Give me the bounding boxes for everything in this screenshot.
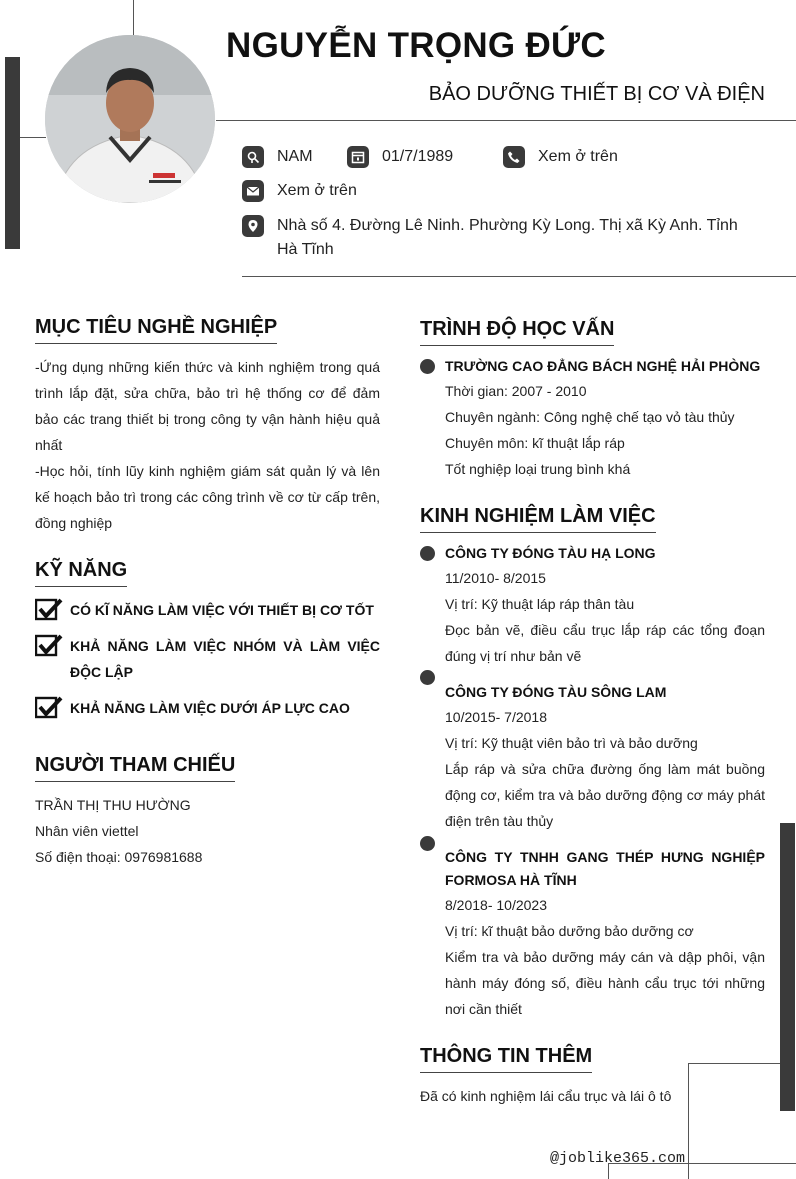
education-major: Chuyên ngành: Công nghệ chế tạo vỏ tàu thủy xyxy=(445,409,735,425)
education-grade: Tốt nghiệp loại trung bình khá xyxy=(445,461,631,477)
reference-position: Nhân viên viettel xyxy=(35,823,139,839)
gender-row xyxy=(242,146,313,168)
header-divider xyxy=(216,120,796,121)
footer-frame-left xyxy=(688,1063,689,1179)
address-row xyxy=(242,214,762,262)
phone-value: Xem ở trên xyxy=(538,148,618,165)
experience-entry xyxy=(445,681,765,834)
objective-title: MỤC TIÊU NGHỀ NGHIỆP xyxy=(35,316,277,344)
phone-row xyxy=(503,146,618,168)
experience-position: Vị trí: kĩ thuật bảo dưỡng bảo dưỡng cơ xyxy=(445,923,694,939)
email-value: Xem ở trên xyxy=(277,182,357,199)
info-divider xyxy=(242,276,796,277)
school-name: TRƯỜNG CAO ĐẲNG BÁCH NGHỆ HẢI PHÒNG xyxy=(445,358,761,374)
reference-name: TRẦN THỊ THU HƯỜNG xyxy=(35,797,191,813)
education-time: Thời gian: 2007 - 2010 xyxy=(445,383,587,399)
profile-photo xyxy=(45,35,215,203)
left-accent-bar xyxy=(5,57,20,249)
email-icon xyxy=(242,180,264,202)
gender-icon xyxy=(242,146,264,168)
checkbox-checked-icon xyxy=(35,633,63,657)
address-value: Nhà số 4. Đường Lê Ninh. Phường Kỳ Long. Thị xã Kỳ Anh. Tỉnh Hà Tĩnh xyxy=(277,217,738,258)
email-row xyxy=(242,180,357,202)
experience-description: Kiểm tra và bảo dưỡng máy cán và dập phôi, vận hành máy đóng số, điều hành cẩu trục tới những nơi cần thiết xyxy=(445,949,765,1017)
skill-label: KHẢ NĂNG LÀM VIỆC DƯỚI ÁP LỰC CAO xyxy=(70,700,350,716)
checkbox-checked-icon xyxy=(35,695,63,719)
timeline-bullet xyxy=(420,670,435,685)
watermark-text: @joblike365.com xyxy=(550,1150,686,1167)
objective-line-1: -Ứng dụng những kiến thức và kinh nghiệm trong quá trình lắp đặt, sửa chữa, bảo trì hệ thống cơ để đảm bảo các trang thiết bị trong công ty vận hành hiệu quả nhất xyxy=(35,359,380,453)
timeline-bullet xyxy=(420,359,435,374)
education-entry xyxy=(445,355,765,482)
experience-period: 11/2010- 8/2015 xyxy=(445,570,546,586)
reference-title: NGƯỜI THAM CHIẾU xyxy=(35,754,235,782)
gender-value: NAM xyxy=(277,148,313,165)
experience-title: KINH NGHIỆM LÀM VIỆC xyxy=(420,505,656,533)
extra-info-title: THÔNG TIN THÊM xyxy=(420,1045,592,1073)
right-accent-bar xyxy=(780,823,795,1111)
reference-phone: Số điện thoại: 0976981688 xyxy=(35,849,203,865)
calendar-icon xyxy=(347,146,369,168)
experience-description: Lắp ráp và sửa chữa đường ống làm mát buồng động cơ, kiểm tra và bảo dưỡng động cơ máy phát điện trên tàu thủy xyxy=(445,761,765,829)
left-horizontal-line xyxy=(20,137,46,138)
top-vertical-line xyxy=(133,0,134,36)
education-specialty: Chuyên môn: kĩ thuật lắp ráp xyxy=(445,435,625,451)
skill-item xyxy=(35,695,380,721)
skill-label: CÓ KĨ NĂNG LÀM VIỆC VỚI THIẾT BỊ CƠ TỐT xyxy=(70,602,374,618)
experience-entry xyxy=(445,846,765,1022)
birthday-row xyxy=(347,146,453,168)
objective-text xyxy=(35,354,380,536)
timeline-bullet xyxy=(420,836,435,851)
phone-icon xyxy=(503,146,525,168)
experience-period: 8/2018- 10/2023 xyxy=(445,897,547,913)
skills-title: KỸ NĂNG xyxy=(35,559,127,587)
job-title: BẢO DƯỠNG THIẾT BỊ CƠ VÀ ĐIỆN xyxy=(428,83,765,105)
experience-entry xyxy=(445,542,765,669)
extra-info-text: Đã có kinh nghiệm lái cẩu trục và lái ô tô xyxy=(420,1088,672,1104)
company-name: CÔNG TY TNHH GANG THÉP HƯNG NGHIỆP FORMOSA HÀ TĨNH xyxy=(445,849,765,888)
objective-line-2: -Học hỏi, tính lũy kinh nghiệm giám sát quản lý và lên kế hoạch bảo trì trong các công trình về cơ từ cấp trên, đồng nghiệp xyxy=(35,463,380,531)
experience-period: 10/2015- 7/2018 xyxy=(445,709,547,725)
candidate-name: NGUYỄN TRỌNG ĐỨC xyxy=(226,26,606,65)
timeline-bullet xyxy=(420,546,435,561)
skill-label: KHẢ NĂNG LÀM VIỆC NHÓM VÀ LÀM VIỆC ĐỘC LẬP xyxy=(70,638,380,680)
experience-position: Vị trí: Kỹ thuật viên bảo trì và bảo dưỡng xyxy=(445,735,698,751)
company-name: CÔNG TY ĐÓNG TÀU SÔNG LAM xyxy=(445,684,667,700)
birthday-value: 01/7/1989 xyxy=(382,148,454,165)
checkbox-checked-icon xyxy=(35,597,63,621)
footer-frame-top xyxy=(688,1063,780,1064)
skill-item xyxy=(35,633,380,685)
location-pin-icon xyxy=(242,215,264,237)
education-title: TRÌNH ĐỘ HỌC VẤN xyxy=(420,318,614,346)
company-name: CÔNG TY ĐÓNG TÀU HẠ LONG xyxy=(445,545,656,561)
experience-description: Đọc bản vẽ, điều cẩu trục lắp ráp các tổng đoạn đúng vị trí như bản vẽ xyxy=(445,622,765,664)
skill-item xyxy=(35,597,380,623)
experience-position: Vị trí: Kỹ thuật láp ráp thân tàu xyxy=(445,596,635,612)
